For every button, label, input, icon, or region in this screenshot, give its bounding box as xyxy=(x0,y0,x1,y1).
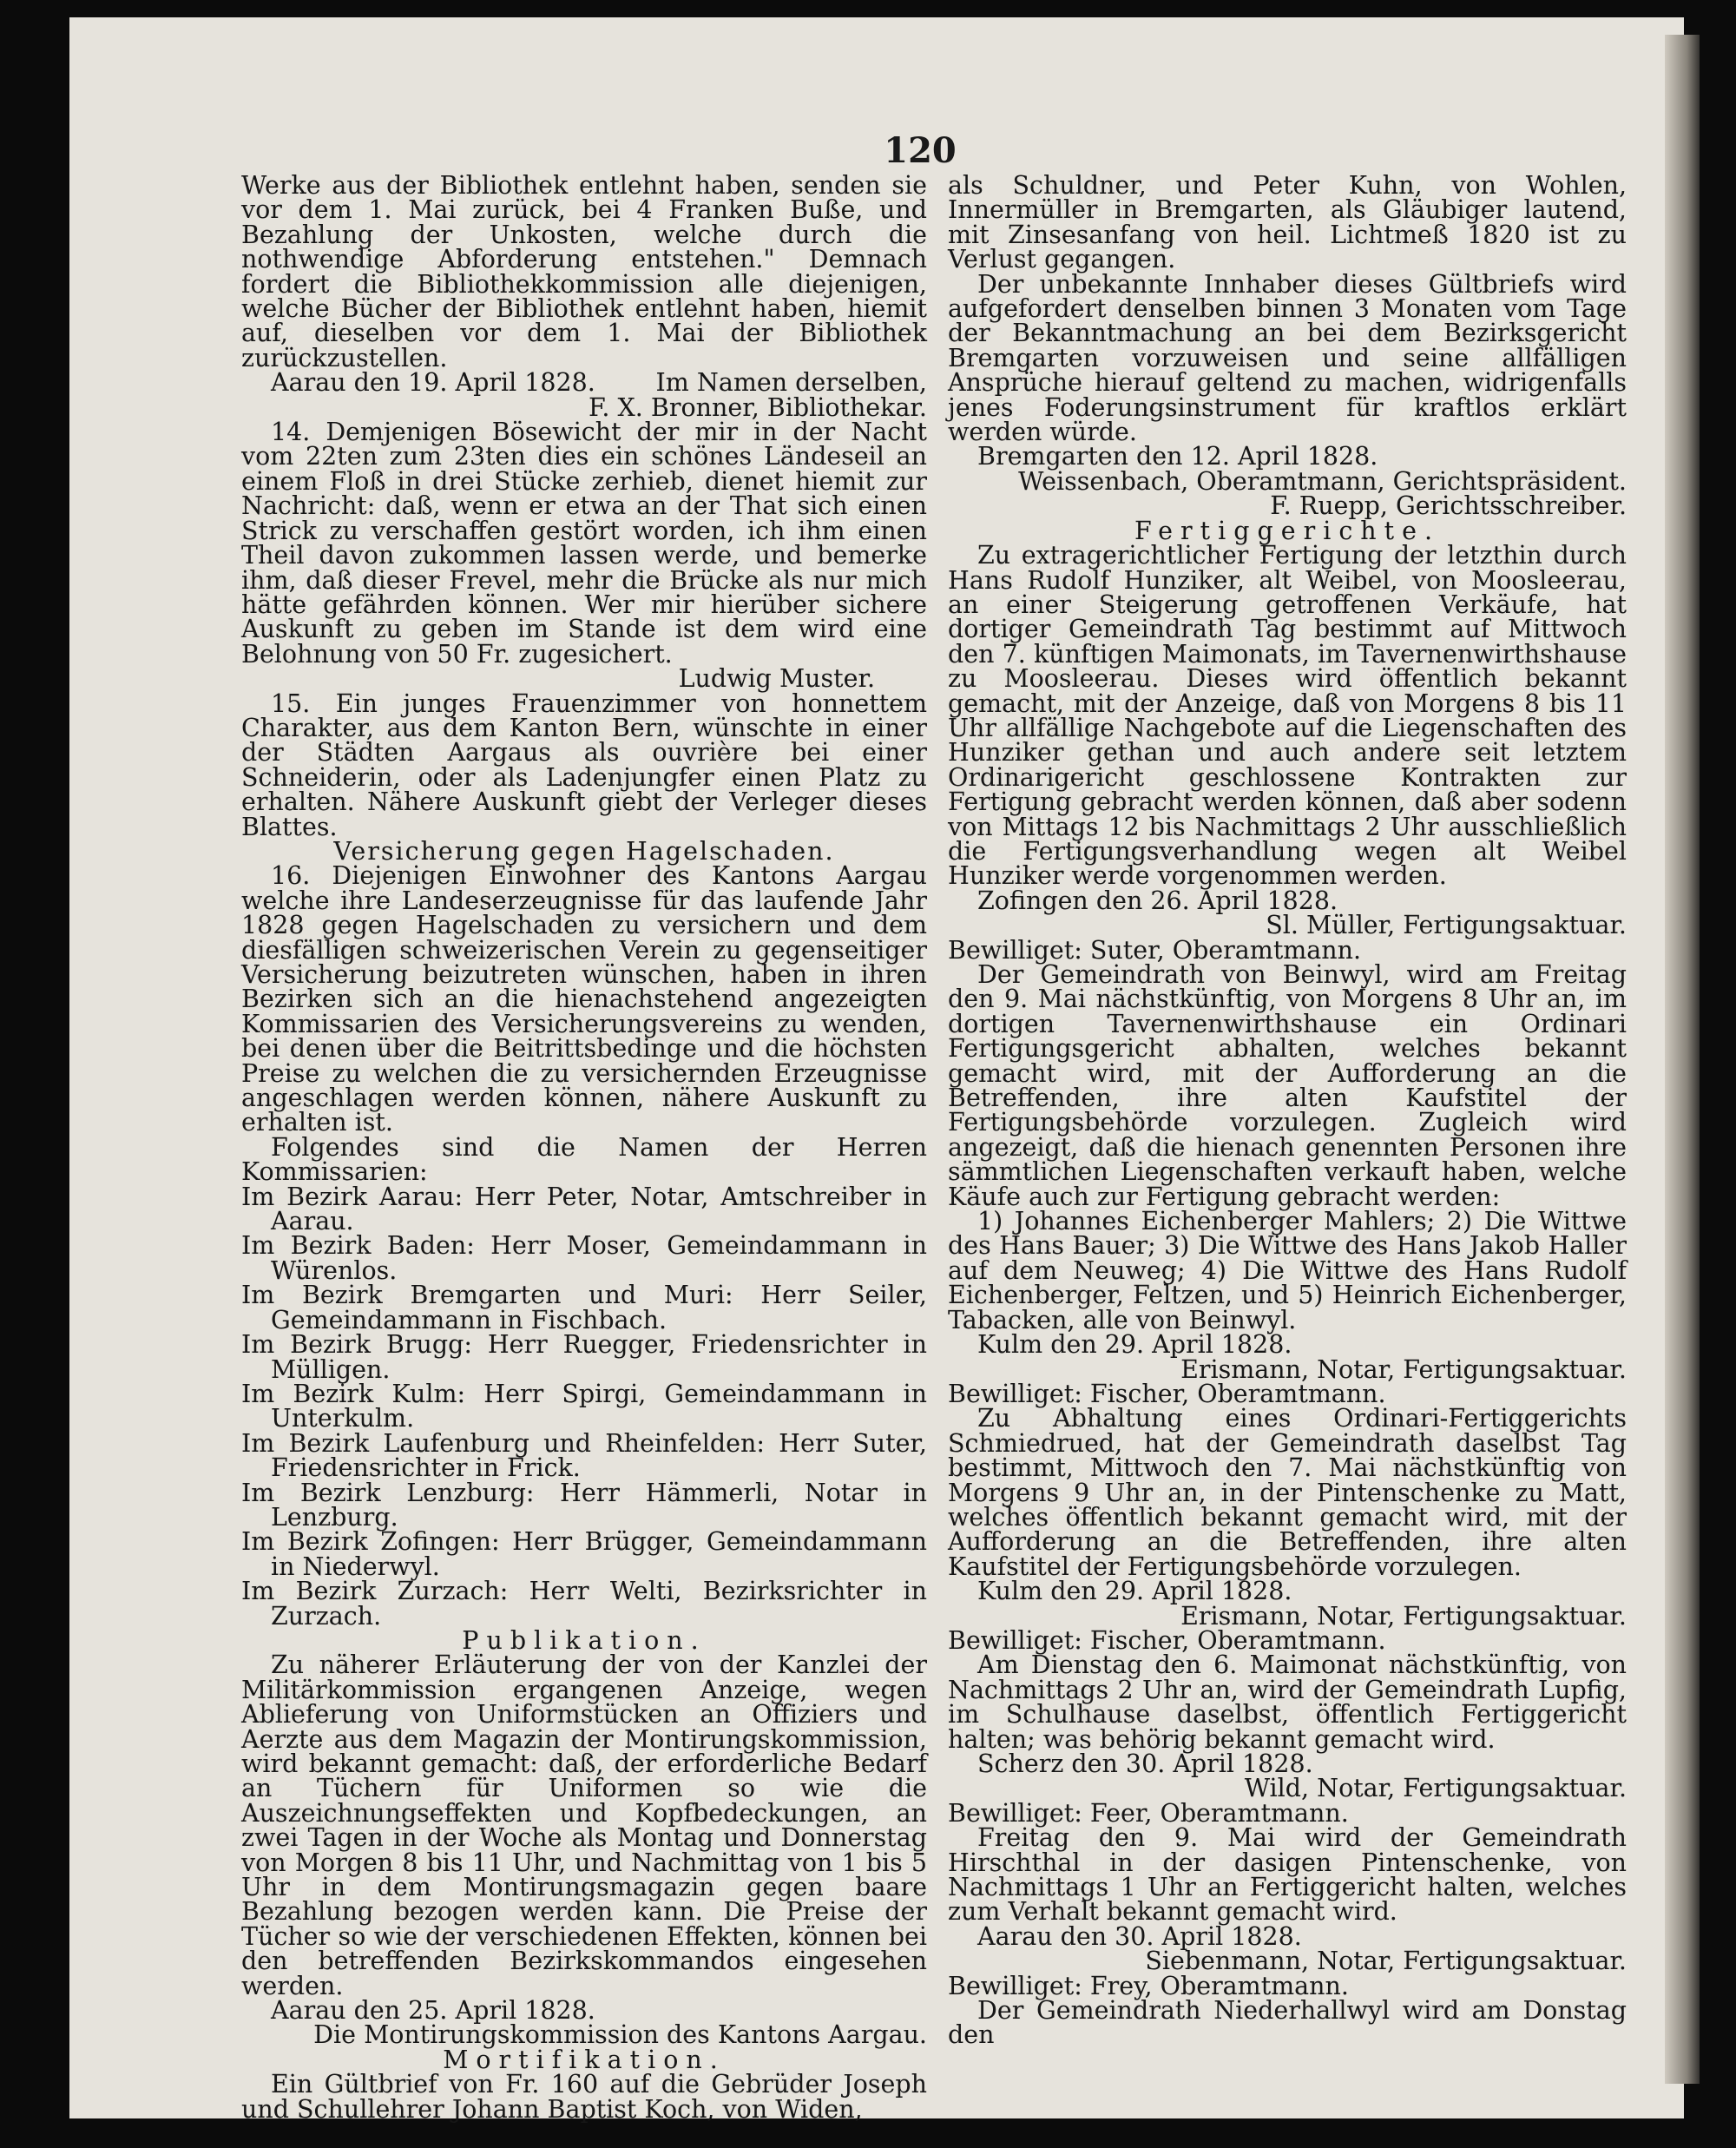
publikation-signature: Die Montirungskommission des Kantons Aargau. xyxy=(313,2020,927,2050)
fertig-1: Zu extragerichtlicher Fertigung der letzthin durch Hans Rudolf Hunziker, alt Weibel, von Moosleerau, an einer Steigerung getroffenen Verkäufe, hat dortiger Gemeindrath Tag bestimmt auf Mittwoch den 7. künftigen Maimonats, im Tavernenwirthshause zu Moosleerau. Dieses wird öffentlich bekannt gemacht, mit der Anzeige, daß von Morgens 8 bis 11 Uhr allfällige Nachgebote auf die Liegenschaften des Hunziker gethan und auch andere seit letztem Ordinarigericht geschlossene Kontrakten zur Fertigung gebracht werden können, daß aber sodenn von Mittags 12 bis Nachmittags 2 Uhr ausschließlich die Fertigungsverhandlung wegen alt Weibel Hunziker werde vorgenommen werden. xyxy=(948,541,1627,891)
mortifikation-text: Ein Gültbrief von Fr. 160 auf die Gebrüder Joseph und Schullehrer Johann Baptist Koch, von Widen, xyxy=(241,2070,927,2124)
bezirk-lenzburg: Im Bezirk Lenzburg: Herr Hämmerli, Notar in Lenzburg. xyxy=(241,1478,927,1532)
mortifikation-continued: als Schuldner, und Peter Kuhn, von Wohlen, Innermüller in Bremgarten, als Gläubiger lautend, mit Zinsesanfang von heil. Lichtmeß 1820 ist zu Verlust gegangen. xyxy=(948,171,1627,274)
notice-15: 15. Ein junges Frauenzimmer von honnettem Charakter, aus dem Kanton Bern, wünschte in einer der Städten Aargaus als ouvrière bei einer Schneiderin, oder als Ladenjungfer einen Platz zu erhalten. Nähere Auskunft giebt der Verleger dieses Blattes. xyxy=(241,689,927,841)
bezirk-baden: Im Bezirk Baden: Herr Moser, Gemeindammann in Würenlos. xyxy=(241,1231,927,1285)
fertig-4: Am Dienstag den 6. Maimonat nächstkünftig, von Nachmittags 2 Uhr an, wird der Gemeindrath Lupfig, im Schulhause daselbst, öffentlich Fertiggericht halten; was behörig bekannt gemacht wird. xyxy=(948,1651,1627,1754)
fertig-1-bewilliget: Bewilliget: Suter, Oberamtmann. xyxy=(948,935,1362,965)
bezirk-brugg: Im Bezirk Brugg: Herr Ruegger, Friedensrichter in Mülligen. xyxy=(241,1330,927,1384)
fertig-5-bewilliget: Bewilliget: Frey, Oberamtmann. xyxy=(948,1971,1349,2000)
left-column xyxy=(241,171,927,2124)
bezirk-kulm: Im Bezirk Kulm: Herr Spirgi, Gemeindammann in Unterkulm. xyxy=(241,1379,927,1433)
library-notice-signature: F. X. Bronner, Bibliothekar. xyxy=(589,392,927,422)
page-gutter xyxy=(1665,35,1701,2084)
notice-16-list-intro: Folgendes sind die Namen der Herren Kommissarien: xyxy=(241,1132,927,1187)
bezirk-zurzach: Im Bezirk Zurzach: Herr Welti, Bezirksrichter in Zurzach. xyxy=(241,1577,927,1631)
bezirk-aarau: Im Bezirk Aarau: Herr Peter, Notar, Amtschreiber in Aarau. xyxy=(241,1182,927,1236)
mortifikation-signature-2: F. Ruepp, Gerichtsschreiber. xyxy=(1270,491,1627,521)
fertig-4-signature: Wild, Notar, Fertigungsaktuar. xyxy=(1244,1774,1627,1803)
bezirk-laufenburg: Im Bezirk Laufenburg und Rheinfelden: Herr Suter, Friedensrichter in Frick. xyxy=(241,1428,927,1483)
fertig-5: Freitag den 9. Mai wird der Gemeindrath Hirschthal in der dasigen Pintenschenke, von Nachmittags 1 Uhr an Fertiggericht halten, welches zum Verhalt bekannt gemacht wird. xyxy=(948,1823,1627,1927)
fertig-2-list: 1) Johannes Eichenberger Mahlers; 2) Die Wittwe des Hans Bauer; 3) Die Wittwe des Hans Jakob Haller auf dem Neuweg; 4) Die Wittwe des Hans Rudolf Eichenberger, Feltzen, und 5) Heinrich Eichenberger, Tabacken, alle von Beinwyl. xyxy=(948,1207,1627,1334)
fertig-6: Der Gemeindrath Niederhallwyl wird am Donstag den xyxy=(948,1996,1627,2050)
bezirk-bremgarten: Im Bezirk Bremgarten und Muri: Herr Seiler, Gemeindammann in Fischbach. xyxy=(241,1281,927,1334)
fertig-3-date: Kulm den 29. April 1828. xyxy=(977,1577,1292,1606)
mortifikation-signature-1: Weissenbach, Oberamtmann, Gerichtspräsident. xyxy=(1018,466,1627,496)
heading-mortifikation: Mortifikation. xyxy=(443,2045,726,2074)
mortifikation-date: Bremgarten den 12. April 1828. xyxy=(977,442,1378,471)
scan-border xyxy=(1700,0,1736,2148)
notice-14-signature: Ludwig Muster. xyxy=(678,664,875,694)
page-number: 120 xyxy=(884,130,957,171)
fertig-4-bewilliget: Bewilliget: Feer, Oberamtmann. xyxy=(948,1798,1349,1828)
fertig-2: Der Gemeindrath von Beinwyl, wird am Freitag den 9. Mai nächstkünftig, von Morgens 8 Uhr an, im dortigen Tavernenwirthshause ein Ordinari Fertigungsgericht abhalten, welches bekannt gemacht wird, mit der Aufforderung an die Betreffenden, ihre alten Kaufstitel der Fertigungsbehörde vorzulegen. Zugleich wird angezeigt, daß die hienach genennten Personen ihre sämmtlichen Liegenschaften verkauft haben, welche Käufe auch zur Fertigung gebracht werden: xyxy=(948,960,1627,1211)
heading-hagelschaden: Versicherung gegen Hagelschaden. xyxy=(333,836,835,866)
fertig-4-date: Scherz den 30. April 1828. xyxy=(977,1749,1313,1778)
fertig-2-bewilliget: Bewilliget: Fischer, Oberamtmann. xyxy=(948,1379,1386,1408)
publikation-text: Zu näherer Erläuterung der von der Kanzlei der Militärkommission ergangenen Anzeige, wegen Ablieferung von Uniformstücken an Offiziers und Aerzte aus dem Magazin der Montirungskommission, wird bekannt gemacht: daß, der erforderliche Bedarf an Tüchern für Uniformen so wie die Auszeichnungseffekten und Kopfbedeckungen, an zwei Tagen in der Woche als Montag und Donnerstag von Morgen 8 bis 11 Uhr, und Nachmittag von 1 bis 5 Uhr in dem Montirungsmagazin gegen baare Bezahlung bezogen werden kann. Die Preise der Tücher so wie der verschiedenen Effekten, können bei den betreffenden Bezirkskommandos eingesehen werden. xyxy=(241,1651,927,2000)
fertig-1-signature: Sl. Müller, Fertigungsaktuar. xyxy=(1266,911,1627,940)
notice-14: 14. Demjenigen Bösewicht der mir in der Nacht vom 22ten zum 23ten dies ein schönes Ländeseil an einem Floß in drei Stücke zerhieb, dienet hiemit zur Nachricht: daß, wenn er etwa an der That sich einen Strick zu verschaffen gestört worden, ich ihm einen Theil davon zukommen lassen werde, und bemerke ihm, daß dieser Frevel, mehr die Brücke als nur mich hätte gefährden können. Wer mir hierüber sichere Auskunft zu geben im Stande ist dem wird eine Belohnung von 50 Fr. zugesichert. xyxy=(241,418,927,669)
fertig-2-signature: Erismann, Notar, Fertigungsaktuar. xyxy=(1180,1354,1627,1384)
fertig-3-bewilliget: Bewilliget: Fischer, Oberamtmann. xyxy=(948,1625,1386,1655)
notice-16: 16. Diejenigen Einwohner des Kantons Aargau welche ihre Landeserzeugnisse für das laufende Jahr 1828 gegen Hagelschaden zu versichern und dem diesfälligen schweizerischen Verein zu gegenseitiger Versicherung beizutreten wünschen, haben in ihren Bezirken sich an die hienachstehend angezeigten Kommissarien des Versicherungsvereins zu wenden, bei denen über die Beitrittsbedinge und die höchsten Preise zu welchen die zu versichernden Erzeugnisse angeschlagen werden können, nähere Auskunft zu erhalten ist. xyxy=(241,861,927,1137)
fertig-5-date: Aarau den 30. April 1828. xyxy=(977,1921,1302,1951)
mortifikation-notice: Der unbekannte Innhaber dieses Gültbriefs wird aufgefordert denselben binnen 3 Monaten vom Tage der Bekanntmachung an bei dem Bezirksgericht Bremgarten vorzuweisen und seine allfälligen Ansprüche hierauf geltend zu machen, widrigenfalls jenes Foderungsinstrument für kraftlos erklärt werden würde. xyxy=(948,269,1627,447)
library-notice: Werke aus der Bibliothek entlehnt haben, senden sie vor dem 1. Mai zurück, bei 4 Franken Buße, und Bezahlung der Unkosten, welche durch die nothwendige Abforderung entstehen." Demnach fordert die Bibliothekkommission alle diejenigen, welche Bücher der Bibliothek entlehnt haben, hiemit auf, dieselben vor dem 1. Mai der Bibliothek zurückzustellen. xyxy=(241,171,927,372)
bezirk-zofingen: Im Bezirk Zofingen: Herr Brügger, Gemeindammann in Niederwyl. xyxy=(241,1527,927,1581)
fertig-2-date: Kulm den 29. April 1828. xyxy=(977,1330,1292,1360)
heading-fertiggerichte: Fertiggerichte. xyxy=(1134,516,1441,545)
publikation-date: Aarau den 25. April 1828. xyxy=(271,1996,595,2026)
fertig-3: Zu Abhaltung eines Ordinari-Fertiggerichts Schmiedrued, hat der Gemeindrath daselbst Tag bestimmt, Mittwoch den 7. Mai nächstkünftig von Morgens 9 Uhr an, in der Pintenschenke zu Matt, welches öffentlich bekannt gemacht wird, mit der Aufforderung an die Betreffenden, ihre alten Kaufstitel der Fertigungsbehörde vorzulegen. xyxy=(948,1404,1627,1581)
right-column xyxy=(948,171,1627,2050)
library-notice-date: Aarau den 19. April 1828. Im Namen derselben, xyxy=(271,368,927,398)
fertig-1-date: Zofingen den 26. April 1828. xyxy=(977,886,1338,915)
fertig-5-signature: Siebenmann, Notar, Fertigungsaktuar. xyxy=(1145,1947,1627,1976)
fertig-3-signature: Erismann, Notar, Fertigungsaktuar. xyxy=(1180,1601,1627,1631)
heading-publikation: Publikation. xyxy=(462,1625,707,1655)
